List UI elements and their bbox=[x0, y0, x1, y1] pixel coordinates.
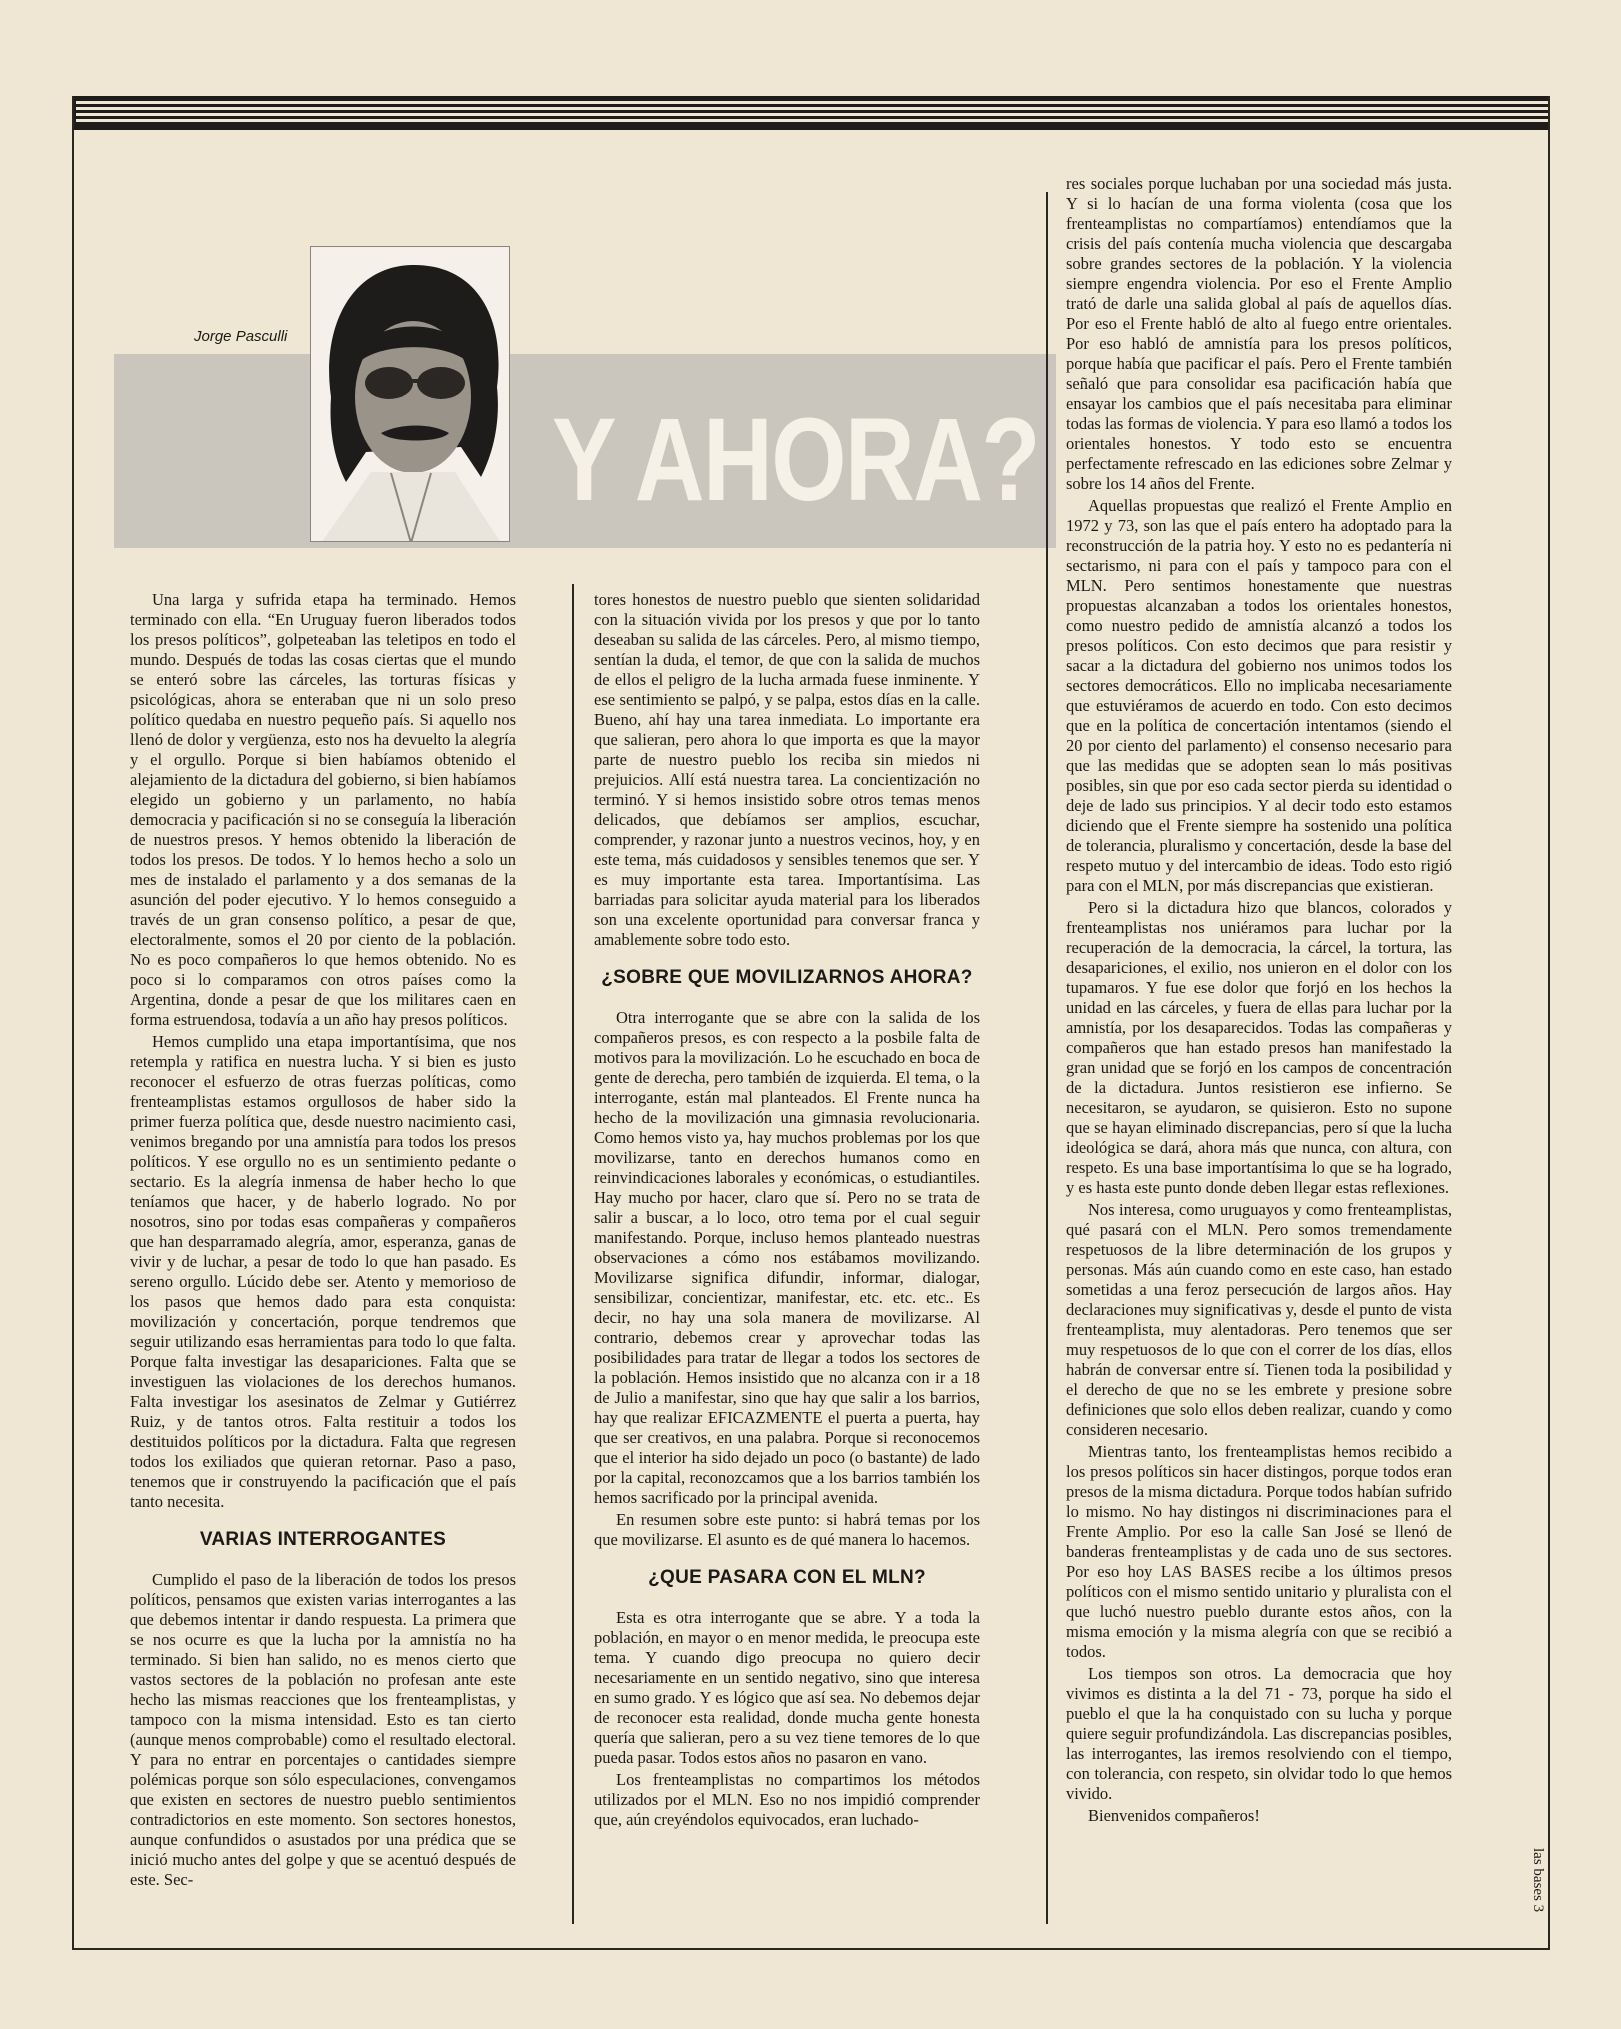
page-label: las bases 3 bbox=[1530, 1848, 1546, 1913]
paragraph: res sociales porque luchaban por una sociedad más justa. Y si lo hacían de una forma violenta (cosa que los frenteamplistas no compartíamos) entendíamos que la crisis del país contenía mucha violencia que descargaba sobre grandes sectores de la población. Y la violencia siempre engendra violencia. Por eso el Frente Amplio trató de darle una salida global al país de aquellos días. Por eso el Frente habló de alto al fuego entre orientales. Por eso habló de amnistía para los presos políticos, porque había que pacificar el país. Pero el Frente también señaló que para consolidar esa pacificación había que ensayar los cambios que el país necesitaba para eliminar todas las formas de violencia. Y para eso llamó a todos los orientales honestos. Y todo esto se encuentra perfectamente refrescado en las ediciones sobre Zelmar y sobre los 14 años del Frente. bbox=[1066, 174, 1452, 493]
paragraph: Bienvenidos compañeros! bbox=[1088, 1806, 1260, 1825]
paragraph: Los tiempos son otros. La democracia que hoy vivimos es distinta a la del 71 - 73, porque ha sido el pueblo el que la ha conquistado con su lucha y porque quiere seguir profundizándola. Las discrepancias posibles, las interrogantes, las iremos resolviendo con el tiempo, con tolerancia, con respeto, sin olvidar todo lo que hemos vivido. bbox=[1066, 1664, 1452, 1803]
top-border-rule bbox=[74, 96, 1550, 124]
paragraph: Aquellas propuestas que realizó el Frente Amplio en 1972 y 73, son las que el país entero ha adoptado para la reconstrucción de la patria hoy. Y esto no es pedantería ni sectarismo, ni para con el país y tampoco para con el MLN. Pero sentimos honestamente que nuestras propuestas alcanzaban a todos los orientales honestos, como nuestro pedido de amnistía alcanzó a todos los presos políticos. Con esto decimos que para resistir y sacar a la dictadura del gobierno nos unimos todos los sectores democráticos. Ello no implicaba necesariamente que estuviéramos de acuerdo en todo. Con esto decimos que en la política de concertación intentamos (siendo el 20 por ciento del parlamento) el consenso necesario para que las medidas que se adopten sean lo más positivas posibles, sin que por eso cada sector pierda su identidad o deje de lado sus principios. Y al decir todo esto estamos diciendo que el Frente siempre ha sostenido una política de tolerancia, pluralismo y concertación, desde la base del respeto mutuo y del intercambio de ideas. Todo esto rigió para con el MLN, por más discrepancias que existieran. bbox=[1066, 496, 1452, 895]
article-column-1 bbox=[130, 590, 516, 1920]
subheading: VARIAS INTERROGANTES bbox=[199, 1529, 447, 1550]
subheading: ¿SOBRE QUE MOVILIZARNOS AHORA? bbox=[601, 967, 973, 988]
paragraph: En resumen sobre este punto: si habrá temas por los que movilizarse. El asunto es de qué manera lo hacemos. bbox=[594, 1510, 980, 1549]
author-name: Jorge Pasculli bbox=[194, 328, 288, 345]
top-border-thick-rule bbox=[74, 124, 1550, 130]
paragraph: Nos interesa, como uruguayos y como frenteamplistas, qué pasará con el MLN. Pero somos tremendamente respetuosos de la libre determinación de los grupos y personas. Más aún cuando como en este caso, han estado sometidas a una feroz persecución de largos años. Hay declaraciones muy significativas y, desde el punto de vista frenteamplista, muy alentadoras. Pero tenemos que ser muy respetuosos de lo que con el correr de los días, ellos habrán de conversar entre sí. Tienen toda la posibilidad y el derecho de que no se les embrete y presione sobre definiciones que solo ellos deben realizar, cuando y como consideren necesario. bbox=[1066, 1200, 1452, 1439]
article-column-2 bbox=[594, 590, 980, 1920]
column-divider-1 bbox=[572, 584, 574, 1924]
paragraph: Hemos cumplido una etapa importantísima, que nos retempla y ratifica en nuestra lucha. Y si bien es justo reconocer el esfuerzo de otras fuerzas políticas, como frenteamplistas estamos orgullosos de haber sido la primer fuerza política que, desde nuestro nacimiento casi, venimos bregando por una amnistía para todos los presos políticos. Y ese orgullo no es un sentimiento pedante o sectario. Es la alegría inmensa de haber hecho lo que teníamos que hacer, y de haberlo logrado. No por nosotros, sino por todas esas compañeras y compañeros que han desparramado alegría, amor, esperanza, ganas de vivir y de luchar, a pesar de todo lo que han pasado. Es sereno orgullo. Lúcido debe ser. Atento y memorioso de los pasos que hemos dado para esta conquista: movilización y concertación, porque tendremos que seguir utilizando esas herramientas para todo lo que falta. Porque falta investigar las desapariciones. Falta que se investiguen las violaciones de los derechos humanos. Falta investigar los asesinatos de Zelmar y Gutiérrez Ruiz, y de tantos otros. Falta restituir a todos los destituidos políticos por la dictadura. Falta que regresen todos los exiliados que quieran retornar. Paso a paso, tenemos que ir construyendo la pacificación que el país tanto necesita. bbox=[130, 1032, 516, 1511]
portrait-illustration bbox=[311, 247, 510, 542]
paragraph: Cumplido el paso de la liberación de todos los presos políticos, pensamos que existen varias interrogantes a las que debemos intentar ir dando respuesta. La primera que se nos ocurre es que la lucha por la amnistía no ha terminado. Si bien han salido, no es menos cierto que vastos sectores de la población no profesan ante este hecho las mismas reacciones que los frenteamplistas, y tampoco con la misma intensidad. Esto es tan cierto (aunque menos comprobable) como el resultado electoral. Y para no entrar en porcentajes o cantidades siempre polémicas porque son sólo especulaciones, convengamos que existen en sectores de nuestro pueblo sentimientos contradictorios en este momento. Son sectores honestos, aunque confundidos o asustados por una prédica que se inició mucho antes del golpe y que se acentuó después de este. Sec- bbox=[130, 1570, 516, 1889]
right-border-rule bbox=[1548, 96, 1550, 1948]
paragraph: Pero si la dictadura hizo que blancos, colorados y frenteamplistas nos uniéramos para luchar por la recuperación de la democracia, la cárcel, la tortura, las desapariciones, el exilio, nos unieron en el dolor con los tupamaros. Y fue ese dolor que forjó en los hechos la unidad en las cárceles, y fuera de ellas para luchar por la amnistía, por los desaparecidos. Todas las compañeras y compañeros que han estado presos han manifestado la gran unidad que se forjó en los campos de concentración de la dictadura. Juntos resistieron ese infierno. Se necesitaron, se ayudaron, se quisieron. Esto no supone que se hayan eliminado discrepancias, pero sí que la lucha ideológica se dará, ahora más que nunca, con altura, con respeto. Es una base importantísima lo que se ha logrado, y es hasta este punto donde deben llegar estas reflexiones. bbox=[1066, 898, 1452, 1197]
column-divider-2 bbox=[1046, 192, 1048, 1924]
author-photo bbox=[310, 246, 510, 542]
paragraph: tores honestos de nuestro pueblo que sienten solidaridad con la situación vivida por los presos y que por lo tanto deseaban su salida de las cárceles. Pero, al mismo tiempo, sentían la duda, el temor, de que con la salida de muchos de ellos el peligro de la lucha armada fuese inminente. Y ese sentimiento se palpó, y se palpa, estos días en la calle. Bueno, ahí hay una tarea inmediata. Lo importante era que salieran, pero ahora lo que importa es que la mayor parte de nuestro pueblo los reciba sin miedos ni prejuicios. Allí está nuestra tarea. La concientización no terminó. Y si hemos insistido sobre otros temas menos delicados, que debíamos ser amplios, escuchar, comprender, y razonar junto a nuestros vecinos, hoy, y en este tema, más cuidadosos y sensibles tenemos que ser. Y es muy importante esta tarea. Importantísima. Las barriadas para solicitar ayuda material para los liberados son una excelente oportunidad para conversar franca y amablemente sobre todo esto. bbox=[594, 590, 980, 949]
paragraph: Esta es otra interrogante que se abre. Y a toda la población, en mayor o en menor medida, le preocupa este tema. Y cuando digo preocupa no quiero decir necesariamente en un sentido negativo, sino que interesa en sumo grado. Y es lógico que así sea. No debemos dejar de reconocer esta realidad, donde mucha gente honesta quería que salieran, pero a su vez tiene temores de lo que pueda pasar. Todos estos años no pasaron en vano. bbox=[594, 1608, 980, 1767]
headline: Y AHORA? bbox=[552, 394, 1039, 526]
paragraph: Una larga y sufrida etapa ha terminado. Hemos terminado con ella. “En Uruguay fueron liberados todos los presos políticos”, golpeteaban las teletipos en todo el mundo. Después de todas las cosas ciertas que el mundo se enteró sobre las cárceles, las torturas físicas y psicológicas, ahora se enteraban que ni un solo preso político quedaba en nuestro pequeño país. Si aquello nos llenó de dolor y vergüenza, esto nos ha devuelto la alegría y el orgullo. Porque si bien habíamos obtenido el alejamiento de la dictadura del gobierno, si bien habíamos elegido un gobierno y un parlamento, no había democracia y pacificación si no se conseguía la liberación de nuestros presos. Y hemos obtenido la liberación de todos los presos. De todos. Y lo hemos hecho a solo un mes de instalado el parlamento y a dos semanas de la asunción del poder ejecutivo. Y lo hemos conseguido a través de un gran consenso político, a pesar de que, electoralmente, somos el 20 por ciento de la población. No es poco compañeros lo que hemos obtenido. No es poco si lo comparamos con otros países como la Argentina, donde a pesar de que los militares caen en forma estruendosa, todavía a un año hay presos políticos. bbox=[130, 590, 516, 1029]
paragraph: Los frenteamplistas no compartimos los métodos utilizados por el MLN. Eso no nos impidió comprender que, aún creyéndolos equivocados, eran luchado- bbox=[594, 1770, 980, 1829]
subheading: ¿QUE PASARA CON EL MLN? bbox=[648, 1567, 926, 1588]
newspaper-page bbox=[72, 96, 1550, 1950]
paragraph: Otra interrogante que se abre con la salida de los compañeros presos, es con respecto a la posbile falta de motivos para la movilización. Lo he escuchado en boca de gente de derecha, pero también de izquierda. El tema, o la interrogante, están mal planteados. El Frente nunca ha hecho de la movilización una gimnasia revolucionaria. Como hemos visto ya, hay muchos problemas por los que movilizarse, tanto en derechos humanos como en reinvindicaciones laborales y económicas, o estudiantiles. Hay mucho por hacer, claro que sí. Pero no se trata de salir a buscar, a lo loco, otro tema por el cual seguir manifestando. Porque, incluso hemos planteado nuestras observaciones a cómo nos estábamos movilizando. Movilizarse significa difundir, informar, dialogar, sensibilizar, concientizar, manifestar, etc. etc. etc.. Es decir, no hay una sola manera de movilizarse. Al contrario, debemos crear y aprovechar todas las posibilidades para tratar de llegar a todos los sectores de la población. Hemos insistido que no alcanza con ir a 18 de Julio a manifestar, sino que hay que salir a los barrios, hay que realizar EFICAZMENTE el puerta a puerta, hay que ser creativos, en una palabra. Porque si reconocemos que el interior ha sido dejado un poco (o bastante) de lado por la capital, reconozcamos que a los barrios también los hemos sacrificado por la principal avenida. bbox=[594, 1008, 980, 1507]
article-column-3 bbox=[1066, 174, 1452, 1920]
paragraph: Mientras tanto, los frenteamplistas hemos recibido a los presos políticos sin hacer distingos, porque todos eran presos de la misma dictadura. Porque todos habían sufrido lo mismo. No hay distingos ni discriminaciones para el Frente Amplio. Por eso la calle San José se llenó de banderas frenteamplistas y de cada uno de sus sectores. Por eso hoy LAS BASES recibe a los últimos presos políticos con el mismo sentido unitario y pluralista con el que luchó nuestro pueblo durante estos años, con la misma emoción y la misma alegría con que se recibió a todos. bbox=[1066, 1442, 1452, 1661]
